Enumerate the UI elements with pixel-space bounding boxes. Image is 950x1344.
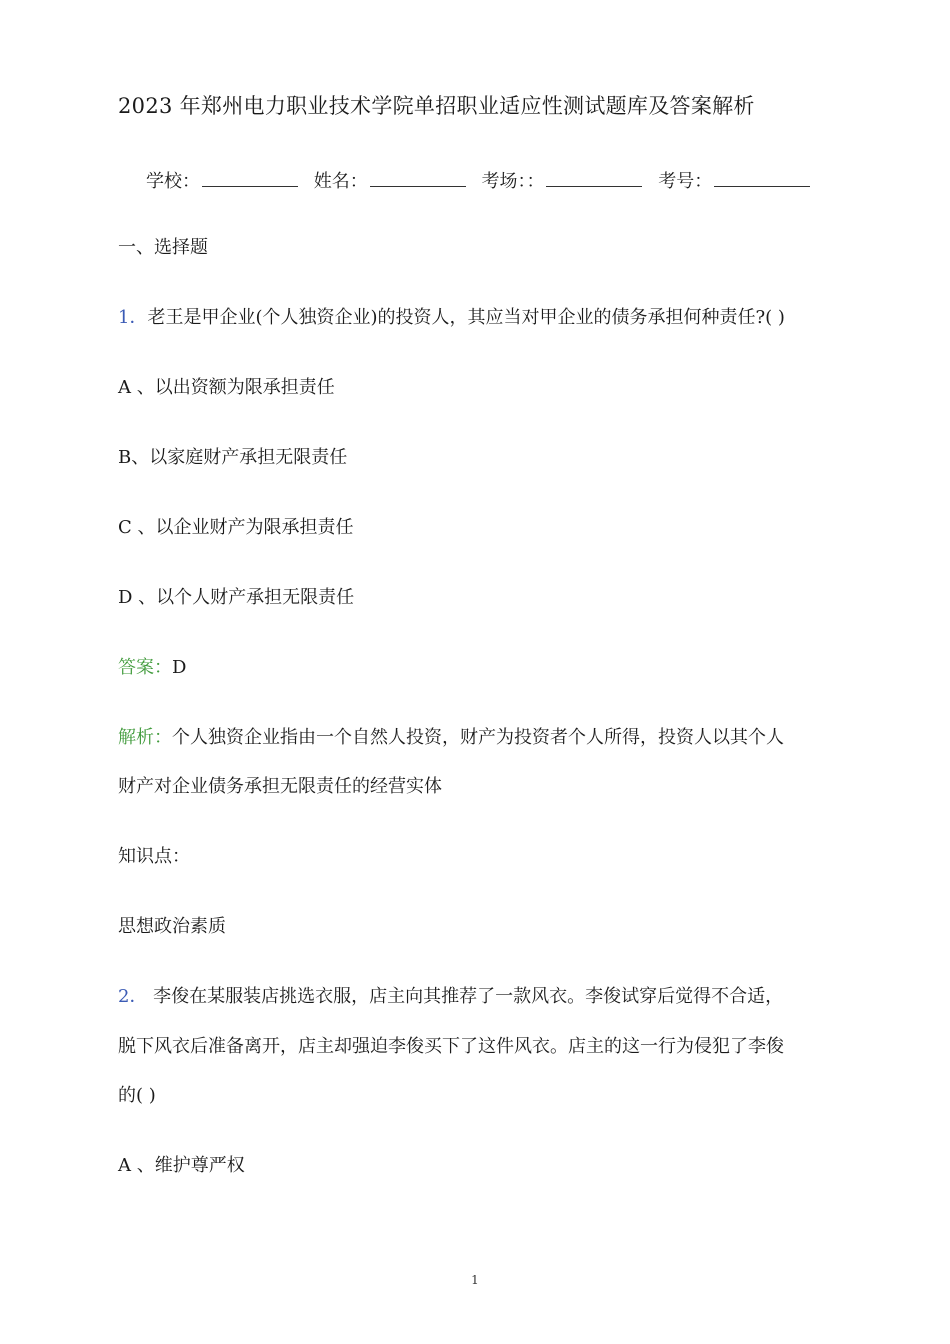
exam-info-row <box>146 170 820 193</box>
room-blank <box>546 170 642 187</box>
q1-answer <box>118 657 186 679</box>
school-blank <box>202 170 298 187</box>
q2-option-a: A 、维护尊严权 <box>118 1155 245 1176</box>
q1-option-d: D 、以个人财产承担无限责任 <box>118 587 355 608</box>
question-1-text: 老王是甲企业(个人独资企业)的投资人，其应当对甲企业的债务承担何种责任?( ) <box>147 307 785 328</box>
name-label: 姓名： <box>313 171 368 192</box>
question-1-number: 1． <box>118 307 148 328</box>
section-heading: 一、选择题 <box>118 237 208 258</box>
q1-option-c: C 、以企业财产为限承担责任 <box>118 517 354 538</box>
analysis-text-1: 个人独资企业指由一个自然人投资，财产为投资者个人所得，投资人以其个人 <box>172 727 784 748</box>
answer-value: D <box>172 657 187 678</box>
q1-knowledge-value: 思想政治素质 <box>118 916 226 937</box>
school-label: 学校： <box>146 171 200 192</box>
q1-knowledge-label: 知识点： <box>118 846 190 867</box>
document-title: 2023 年郑州电力职业技术学院单招职业适应性测试题库及答案解析 <box>118 94 755 118</box>
q1-analysis-line-1 <box>118 727 784 749</box>
page-number: 1 <box>471 1273 479 1287</box>
question-2-line-2: 脱下风衣后准备离开，店主却强迫李俊买下了这件风衣。店主的这一行为侵犯了李俊 <box>118 1036 784 1057</box>
question-2-line-1 <box>118 986 783 1008</box>
number-label: 考号： <box>658 171 713 192</box>
q1-option-a: A 、以出资额为限承担责任 <box>118 377 335 398</box>
q1-analysis-line-2: 财产对企业债务承担无限责任的经营实体 <box>118 776 442 797</box>
number-blank <box>714 170 810 187</box>
question-2-number: 2． <box>118 986 148 1007</box>
q1-option-b: B、以家庭财产承担无限责任 <box>118 447 348 468</box>
question-1 <box>118 307 785 329</box>
question-2-text-1: 李俊在某服装店挑选衣服，店主向其推荐了一款风衣。李俊试穿后觉得不合适， <box>147 986 784 1007</box>
name-blank <box>370 170 466 187</box>
question-2-line-3: 的( ) <box>118 1085 156 1106</box>
answer-label: 答案： <box>118 657 172 678</box>
analysis-label: 解析： <box>118 727 172 748</box>
room-label: 考场：： <box>481 171 545 192</box>
